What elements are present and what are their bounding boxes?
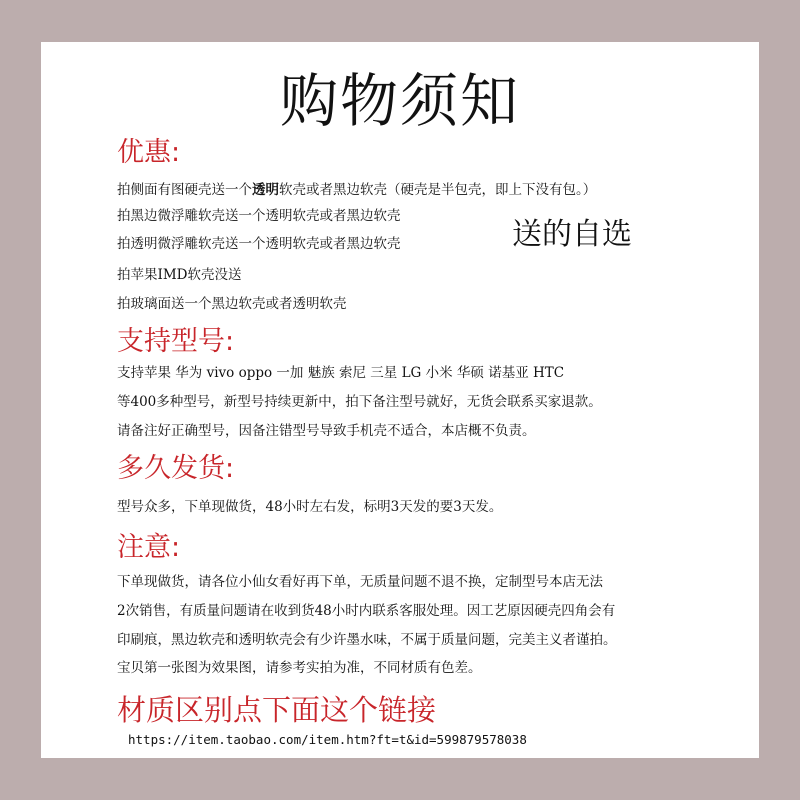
models-line-1: 支持苹果 华为 vivo oppo 一加 魅族 索尼 三星 LG 小米 华硕 诺基亚 HTC bbox=[117, 365, 565, 381]
discount-heading: 优惠: bbox=[117, 137, 181, 168]
notice-line-1: 下单现做货，请各位小仙女看好再下单，无质量问题不退不换，定制型号本店无法 bbox=[117, 574, 603, 590]
shipping-heading: 多久发货: bbox=[117, 453, 235, 484]
models-line-2: 等400多种型号，新型号持续更新中，拍下备注型号就好，无货会联系买家退款。 bbox=[117, 394, 602, 410]
models-heading: 支持型号: bbox=[117, 326, 235, 357]
discount-line-1: 拍侧面有图硬壳送一个透明软壳或者黑边软壳（硬壳是半包壳，即上下没有包。） bbox=[117, 182, 597, 198]
discount-line-5: 拍玻璃面送一个黑边软壳或者透明软壳 bbox=[117, 296, 347, 312]
material-link-heading: 材质区别点下面这个链接 bbox=[117, 693, 437, 727]
self-choice-note: 送的自选 bbox=[512, 217, 632, 252]
shipping-line-1: 型号众多，下单现做货，48小时左右发，标明3天发的要3天发。 bbox=[117, 499, 503, 515]
notice-line-2: 2次销售，有质量问题请在收到货48小时内联系客服处理。因工艺原因硬壳四角会有 bbox=[117, 603, 616, 619]
models-line-3: 请备注好正确型号，因备注错型号导致手机壳不适合，本店概不负责。 bbox=[117, 423, 536, 439]
notice-heading: 注意: bbox=[117, 532, 181, 563]
discount-line-4: 拍苹果IMD软壳没送 bbox=[117, 267, 242, 283]
notice-line-3: 印刷痕，黑边软壳和透明软壳会有少许墨水味，不属于质量问题，完美主义者谨拍。 bbox=[117, 632, 617, 648]
discount-line-3: 拍透明微浮雕软壳送一个透明软壳或者黑边软壳 bbox=[117, 236, 401, 252]
page-title: 购物须知 bbox=[279, 67, 520, 135]
notice-line-4: 宝贝第一张图为效果图，请参考实拍为准，不同材质有色差。 bbox=[117, 660, 482, 676]
material-link-url[interactable]: https://item.taobao.com/item.htm?ft=t&id=599879578038 bbox=[128, 732, 527, 747]
discount-line-2: 拍黑边微浮雕软壳送一个透明软壳或者黑边软壳 bbox=[117, 208, 401, 224]
